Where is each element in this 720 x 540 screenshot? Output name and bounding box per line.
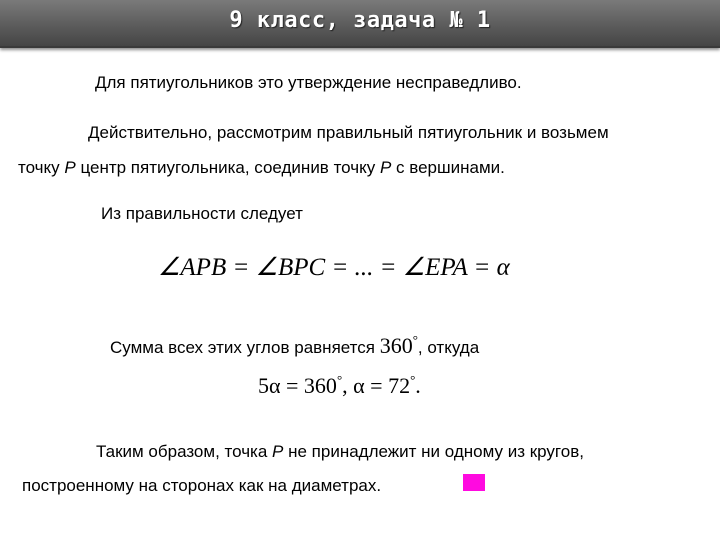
- paragraph-2-line-1: Действительно, рассмотрим правильный пятиугольник и возьмем: [88, 123, 609, 142]
- text-segment: не принадлежит ни одному из кругов,: [283, 442, 584, 461]
- point-p-label: P: [272, 442, 284, 461]
- text-segment: с вершинами.: [391, 158, 505, 177]
- text-segment: , откуда: [417, 338, 480, 357]
- text-segment: точку: [18, 158, 65, 177]
- paragraph-3: Из правильности следует: [101, 204, 303, 223]
- equation-part: 5α = 360: [258, 373, 337, 398]
- degree-sign: °: [412, 332, 418, 347]
- header-bar: [0, 0, 720, 48]
- degree-sign: °: [336, 372, 343, 387]
- degree-sign: °: [410, 372, 416, 387]
- equation-part: , α = 72: [342, 373, 411, 398]
- point-p-label: P: [379, 158, 392, 177]
- equation-angles: ∠APB = ∠BPC = ... = ∠EPA = α: [158, 254, 510, 281]
- point-p-label: P: [64, 158, 76, 177]
- equation-part: .: [415, 373, 421, 398]
- action-button[interactable]: [463, 474, 485, 491]
- page-title: 9 класс, задача № 1: [229, 8, 491, 33]
- text-segment: Таким образом, точка: [96, 442, 273, 461]
- text-segment: центр пятиугольника, соединив точку: [75, 158, 380, 177]
- equation-alpha: [258, 372, 421, 399]
- paragraph-5-line-2: построенному на сторонах как на диаметрах.: [22, 476, 382, 495]
- paragraph-1: Для пятиугольников это утверждение несправедливо.: [95, 73, 522, 92]
- paragraph-5-line-1: [96, 442, 584, 462]
- paragraph-4: [110, 332, 479, 359]
- paragraph-2-line-2: [18, 158, 505, 178]
- angle-sum-value: 360: [379, 333, 413, 358]
- text-segment: Сумма всех этих углов равняется: [110, 338, 380, 357]
